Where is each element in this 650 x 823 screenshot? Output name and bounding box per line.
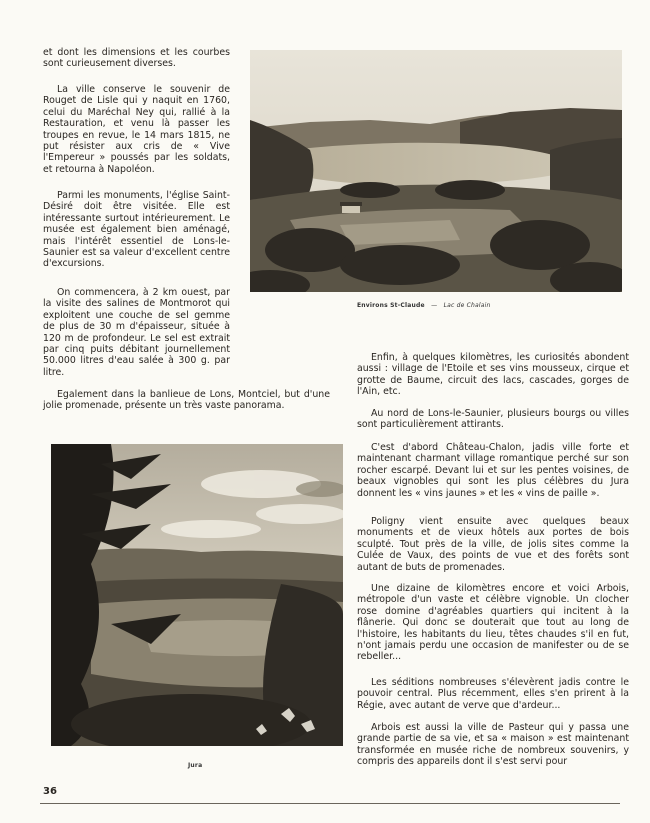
bottom-rule xyxy=(40,803,620,804)
caption-separator: — xyxy=(431,302,438,309)
jura-photo xyxy=(51,444,343,746)
jura-photo-caption: Jura xyxy=(188,762,203,769)
right-paragraph-7: Arbois est aussi la ville de Pasteur qui y passa une grande partie de sa vie, et sa « maison » est maintenant transformée en musée riche de nombreux souvenirs, y compris des appareils dont il s'est servi pour xyxy=(357,722,629,768)
lake-photo xyxy=(250,50,622,292)
jura-photo-image xyxy=(51,444,343,746)
page-number: 36 xyxy=(43,786,57,797)
left-paragraph-5: Egalement dans la banlieue de Lons, Montciel, but d'une jolie promenade, présente un très vaste panorama. xyxy=(43,389,330,412)
right-paragraph-6: Les séditions nombreuses s'élevèrent jadis contre le pouvoir central. Plus récemment, elles s'en prirent à la Régie, avec autant de verve que d'ardeur... xyxy=(357,677,629,711)
lake-photo-caption xyxy=(357,302,491,309)
caption-place: Environs St-Claude xyxy=(357,302,425,309)
right-paragraph-4: Poligny vient ensuite avec quelques beaux monuments et de vieux hôtels aux portes de bois sculpté. Tout près de la ville, de jolis sites comme la Culée de Vaux, des points de vue et des forêts sont autant de buts de promenades. xyxy=(357,516,629,573)
right-paragraph-3: C'est d'abord Château-Chalon, jadis ville forte et maintenant charmant village romantique perché sur son rocher escarpé. Devant lui et sur les pentes voisines, de beaux vignobles qui sont les plus célèbres du Jura donnent les « vins jaunes » et les « vins de paille ». xyxy=(357,442,629,499)
right-paragraph-5: Une dizaine de kilomètres encore et voici Arbois, métropole d'un vaste et célèbre vignoble. Un clocher rose domine d'agréables quartiers qui incitent à la flânerie. Qui donc se douterait que tout au long de l'histoire, les habitants du lieu, têtes chaudes s'il en fut, n'ont jamais perdu une occasion de manifester ou de se rebeller... xyxy=(357,583,629,663)
left-paragraph-1: et dont les dimensions et les courbes sont curieusement diverses. xyxy=(43,47,230,70)
right-paragraph-1: Enfin, à quelques kilomètres, les curiosités abondent aussi : village de l'Etoile et ses vins mousseux, cirque et grotte de Baume, circuit des lacs, cascades, gorges de l'Ain, etc. xyxy=(357,352,629,398)
left-paragraph-2: La ville conserve le souvenir de Rouget de Lisle qui y naquit en 1760, celui du Maréchal Ney qui, rallié à la Restauration, et venu là passer les troupes en revue, le 14 mars 1815, ne put résister aux cris de « Vive l'Empereur » poussés par les soldats, et retourna à Napoléon. xyxy=(43,84,230,175)
left-paragraph-3: Parmi les monuments, l'église Saint-Désiré doit être visitée. Elle est intéressante surtout intérieurement. Le musée est également bien aménagé, mais l'intérêt essentiel de Lons-le-Saunier est sa valeur d'excellent centre d'excursions. xyxy=(43,190,230,270)
right-paragraph-2: Au nord de Lons-le-Saunier, plusieurs bourgs ou villes sont particulièrement attirants. xyxy=(357,408,629,431)
lake-photo-image xyxy=(250,50,622,292)
left-paragraph-4: On commencera, à 2 km ouest, par la visite des salines de Montmorot qui exploitent une couche de sel gemme de plus de 30 m d'épaisseur, située à 120 m de profondeur. Le sel est extrait par cinq puits débitant journellement 50.000 litres d'eau salée à 300 g. par litre. xyxy=(43,287,230,378)
caption-subject: Lac de Chalain xyxy=(443,302,491,309)
